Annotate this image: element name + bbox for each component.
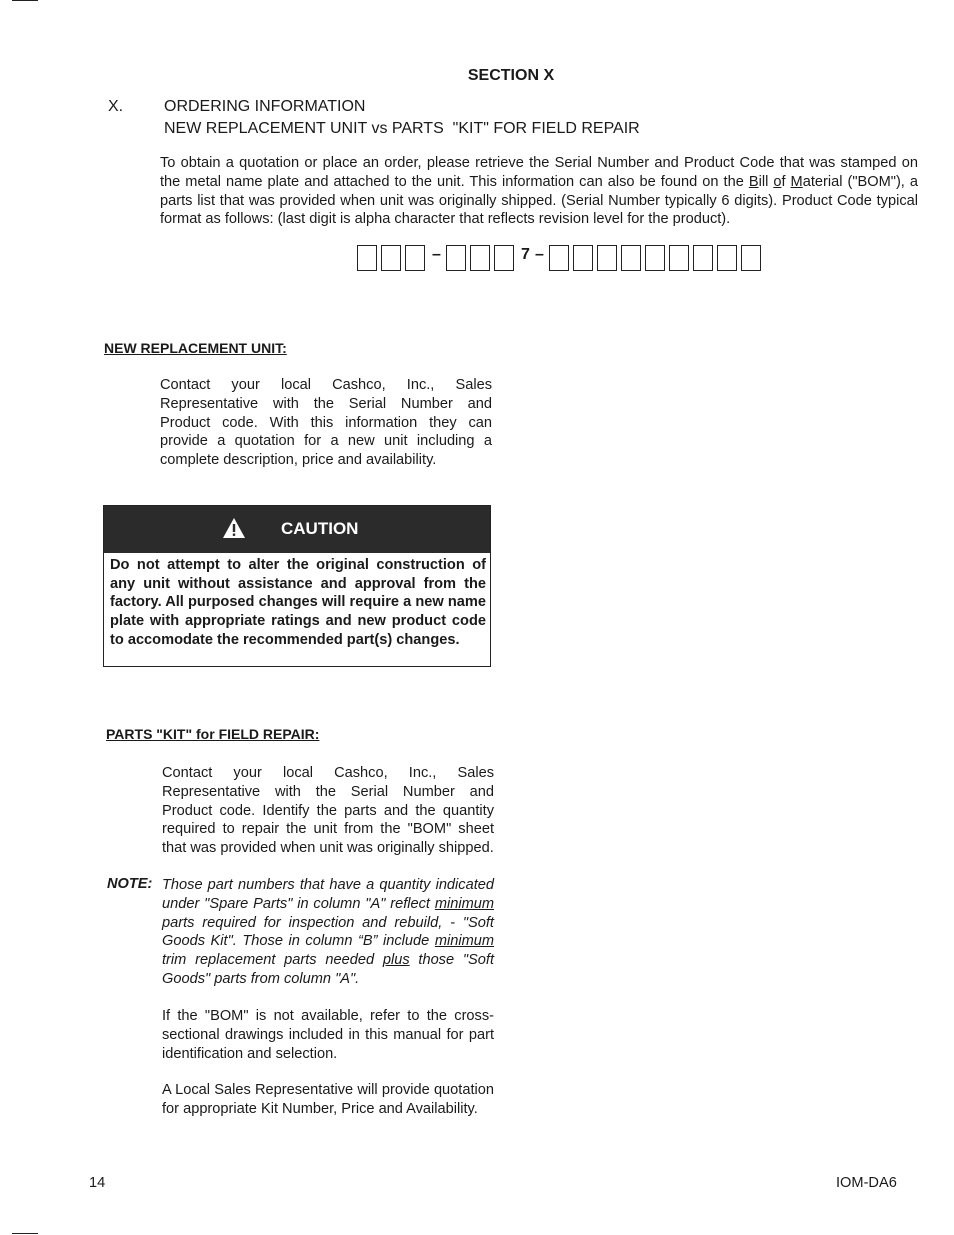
intro-paragraph <box>160 154 918 229</box>
note-u3: plus <box>382 952 410 969</box>
crop-mark-top <box>12 0 38 1</box>
code-box <box>669 245 689 271</box>
page-number: 14 <box>89 1175 106 1191</box>
bill-rest: aterial ("BOM"), <box>802 173 905 190</box>
code-box <box>357 245 377 271</box>
caution-title: CAUTION <box>281 519 359 538</box>
code-box <box>645 245 665 271</box>
caution-text: Do not attempt to alter the original construction of any unit without assistance and approval from the factory. All purposed changes will require a new name plate with appropriate ratings and new product code to accomodate the recommended part(s) changes. <box>110 557 486 648</box>
bill-ill: ill <box>758 173 774 190</box>
note-u2: minimum <box>434 933 494 950</box>
code-box <box>381 245 401 271</box>
new-unit-heading: NEW REPLACEMENT UNIT: <box>104 340 287 356</box>
note-label: NOTE: <box>107 876 153 892</box>
code-box <box>597 245 617 271</box>
code-box <box>405 245 425 271</box>
local-rep-paragraph: A Local Sales Representative will provide quotation for appropriate Kit Number, Price and Availability. <box>162 1082 494 1117</box>
code-box <box>549 245 569 271</box>
bom-paragraph: If the "BOM" is not available, refer to the cross-sectional drawings included in this manual for part identification and selection. <box>162 1008 494 1062</box>
ordering-subheading: NEW REPLACEMENT UNIT vs PARTS "KIT" FOR FIELD REPAIR <box>164 120 640 137</box>
ordering-heading: ORDERING INFORMATION <box>164 98 366 115</box>
intro-part1: To obtain a quotation or place an order, please retrieve the Serial Number and Product Code that was stamped on the metal name plate and attached to the unit. This information can also be found on the <box>160 155 918 190</box>
code-box <box>573 245 593 271</box>
ordering-number: X. <box>108 98 124 115</box>
parts-kit-heading: PARTS "KIT" for FIELD REPAIR: <box>106 726 320 742</box>
note-u1: minimum <box>434 895 494 912</box>
note-t4: those "Soft Goods" parts from column "A". <box>162 952 495 987</box>
note-t2: parts required for inspection and rebuild, - "Soft Goods Kit". Those in column “B” include <box>162 914 494 950</box>
bill-b: B <box>748 173 759 190</box>
bill-m: M <box>790 173 803 190</box>
bill-o: o <box>773 173 782 190</box>
intro-part2: a parts list that was provided when unit was originally shipped. (Serial Number typically 6 digits). Product Code typical format as follows: (last digit is alpha character that reflects revision level for the product). <box>160 173 919 228</box>
section-title: SECTION X <box>467 67 555 84</box>
code-seven: 7 <box>521 246 530 263</box>
caution-header <box>104 506 490 553</box>
code-box <box>621 245 641 271</box>
note-t3: trim replacement parts needed <box>162 952 383 969</box>
bill-f: f <box>781 173 791 190</box>
code-box <box>741 245 761 271</box>
crop-mark-bottom <box>12 1233 38 1234</box>
note-t1: Those part numbers that have a quantity indicated under "Spare Parts" in column "A" reflect <box>162 877 494 912</box>
code-box <box>494 245 514 271</box>
parts-kit-paragraph: Contact your local Cashco, Inc., Sales Representative with the Serial Number and Product code. Identify the parts and the quantity required to repair the unit from the "BOM" sheet that was provided when unit was originally shipped. <box>162 765 494 857</box>
caution-box <box>103 505 491 667</box>
document-id: IOM-DA6 <box>836 1175 897 1191</box>
code-box <box>693 245 713 271</box>
code-box <box>470 245 490 271</box>
warning-triangle-icon <box>222 517 246 539</box>
code-box <box>717 245 737 271</box>
code-dash: – <box>535 246 544 263</box>
new-unit-paragraph: Contact your local Cashco, Inc., Sales Representative with the Serial Number and Product code. With this information they can provide a quotation for a new unit including a complete description, price and availability. <box>160 377 492 469</box>
note-paragraph <box>162 876 494 989</box>
code-dash: – <box>432 246 441 263</box>
code-box <box>446 245 466 271</box>
